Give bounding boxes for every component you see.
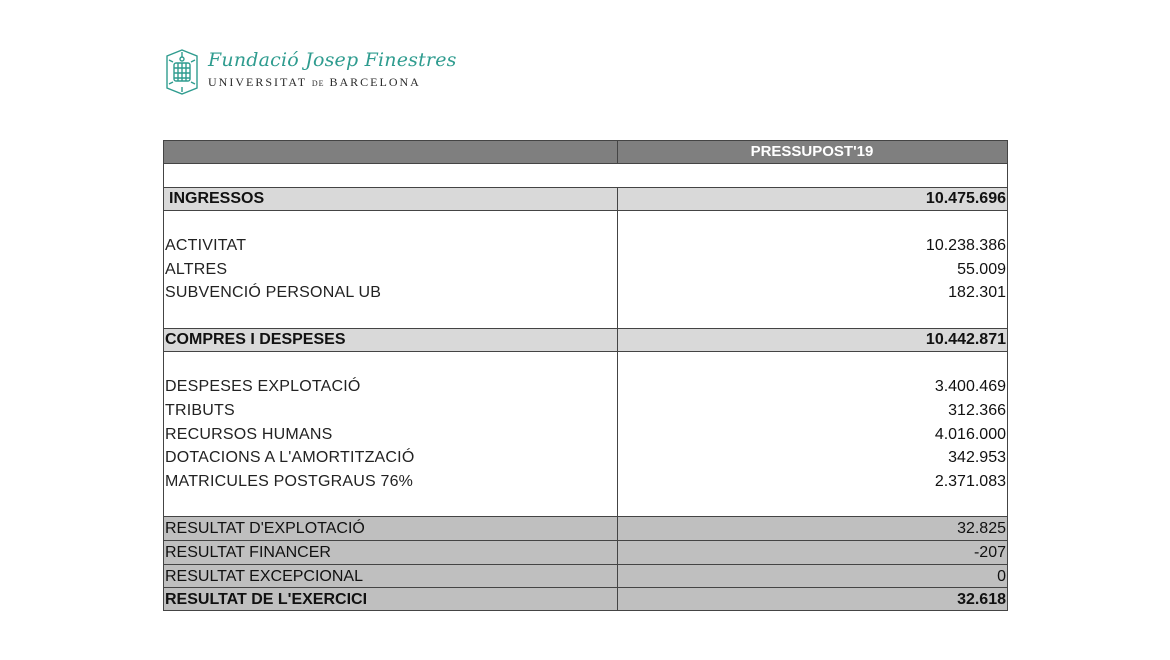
spacer-cell xyxy=(164,305,618,328)
logo-subtitle-left: UNIVERSITAT xyxy=(208,75,307,89)
row-value: 3.400.469 xyxy=(934,378,1006,395)
row-value: 2.371.083 xyxy=(934,473,1006,490)
spacer-row xyxy=(163,352,1008,375)
result-label: RESULTAT EXCEPCIONAL xyxy=(164,565,618,588)
table-row xyxy=(163,446,1008,470)
table-row xyxy=(163,470,1008,494)
spacer-cell xyxy=(164,494,618,516)
spacer-row xyxy=(163,164,1008,188)
result-label: RESULTAT D'EXPLOTACIÓ xyxy=(164,517,618,540)
spacer-cell xyxy=(618,305,1007,328)
row-value: 4.016.000 xyxy=(934,426,1006,443)
spacer-cell xyxy=(618,211,1007,234)
result-label: RESULTAT FINANCER xyxy=(164,541,618,564)
row-value: 55.009 xyxy=(957,261,1006,278)
result-row xyxy=(163,540,1008,564)
spacer-cell xyxy=(618,494,1007,516)
table-row xyxy=(163,234,1008,258)
row-value: 312.366 xyxy=(948,402,1006,419)
result-value: -207 xyxy=(973,544,1006,561)
compres-label: COMPRES I DESPESES xyxy=(164,329,618,351)
table-row xyxy=(163,258,1008,282)
logo-subtitle-right: BARCELONA xyxy=(329,75,421,89)
row-label: MATRICULES POSTGRAUS 76% xyxy=(164,470,618,494)
table-row xyxy=(163,399,1008,423)
compres-row xyxy=(163,328,1008,352)
compres-value: 10.442.871 xyxy=(925,331,1006,348)
row-label: TRIBUTS xyxy=(164,399,618,423)
foundation-emblem-icon xyxy=(163,48,201,96)
spacer-row xyxy=(163,305,1008,328)
header-label-cell xyxy=(164,141,618,163)
total-result-row xyxy=(163,587,1008,611)
spacer-row xyxy=(163,211,1008,234)
row-value: 342.953 xyxy=(948,449,1006,466)
spacer-cell xyxy=(618,352,1007,375)
spacer-row xyxy=(163,494,1008,516)
row-label: RECURSOS HUMANS xyxy=(164,423,618,447)
row-label: ACTIVITAT xyxy=(164,234,618,258)
foundation-logo xyxy=(163,48,457,98)
row-value: 182.301 xyxy=(948,284,1006,301)
result-row xyxy=(163,564,1008,588)
row-label: ALTRES xyxy=(164,258,618,282)
result-row xyxy=(163,516,1008,540)
row-label: DESPESES EXPLOTACIÓ xyxy=(164,375,618,399)
spacer-cell xyxy=(164,211,618,234)
row-label: SUBVENCIÓ PERSONAL UB xyxy=(164,281,618,305)
ingressos-value: 10.475.696 xyxy=(925,190,1006,207)
spacer-cell xyxy=(164,164,618,188)
spacer-cell xyxy=(618,164,1007,188)
ingressos-label: INGRESSOS xyxy=(164,188,618,210)
logo-subtitle xyxy=(208,75,421,90)
total-result-label: RESULTAT DE L'EXERCICI xyxy=(164,588,618,610)
column-header: PRESSUPOST'19 xyxy=(750,143,874,160)
logo-title: Fundació Josep Finestres xyxy=(208,49,457,71)
row-value: 10.238.386 xyxy=(925,237,1006,254)
ingressos-row xyxy=(163,187,1008,211)
result-value: 0 xyxy=(997,568,1006,585)
table-row xyxy=(163,281,1008,305)
table-header-row xyxy=(163,140,1008,164)
table-row xyxy=(163,423,1008,447)
row-label: DOTACIONS A L'AMORTITZACIÓ xyxy=(164,446,618,470)
result-value: 32.825 xyxy=(957,520,1006,537)
spacer-cell xyxy=(164,352,618,375)
logo-subtitle-mid: DE xyxy=(311,79,325,88)
total-result-value: 32.618 xyxy=(957,591,1006,608)
table-row xyxy=(163,375,1008,399)
